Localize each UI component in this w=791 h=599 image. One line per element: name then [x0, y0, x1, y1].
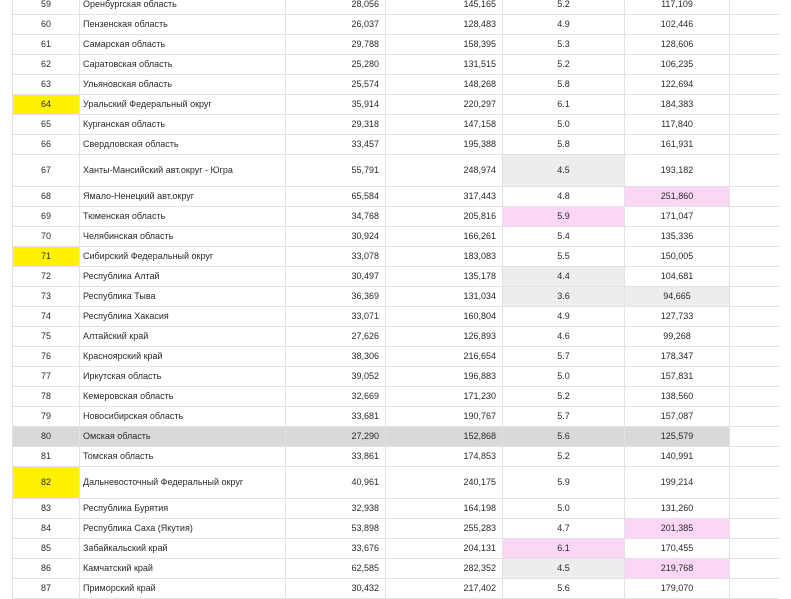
value-cell-4[interactable]: 157,831	[625, 367, 730, 387]
value-cell-1[interactable]: 32,938	[286, 499, 386, 519]
empty-cell[interactable]	[730, 347, 779, 367]
value-cell-2[interactable]: 196,883	[386, 367, 503, 387]
empty-cell[interactable]	[730, 559, 779, 579]
region-name-cell[interactable]: Республика Саха (Якутия)	[80, 519, 286, 539]
value-cell-2[interactable]: 135,178	[386, 267, 503, 287]
row-number-cell[interactable]: 76	[13, 347, 80, 367]
table-row[interactable]	[13, 15, 779, 35]
value-cell-3[interactable]: 4.9	[503, 307, 625, 327]
value-cell-1[interactable]: 38,306	[286, 347, 386, 367]
row-number-cell[interactable]: 65	[13, 115, 80, 135]
value-cell-2[interactable]: 195,388	[386, 135, 503, 155]
empty-cell[interactable]	[730, 247, 779, 267]
value-cell-1[interactable]: 25,280	[286, 55, 386, 75]
region-name-cell[interactable]: Республика Бурятия	[80, 499, 286, 519]
value-cell-2[interactable]: 220,297	[386, 95, 503, 115]
region-name-cell[interactable]: Иркутская область	[80, 367, 286, 387]
value-cell-1[interactable]: 62,585	[286, 559, 386, 579]
value-cell-4[interactable]: 138,560	[625, 387, 730, 407]
empty-cell[interactable]	[730, 539, 779, 559]
table-row[interactable]	[13, 327, 779, 347]
table-row[interactable]	[13, 519, 779, 539]
value-cell-2[interactable]: 255,283	[386, 519, 503, 539]
table-row[interactable]	[13, 267, 779, 287]
table-row[interactable]	[13, 187, 779, 207]
empty-cell[interactable]	[730, 187, 779, 207]
empty-cell[interactable]	[730, 15, 779, 35]
region-name-cell[interactable]: Ульяновская область	[80, 75, 286, 95]
row-number-cell[interactable]: 69	[13, 207, 80, 227]
region-name-cell[interactable]: Пензенская область	[80, 15, 286, 35]
table-row[interactable]	[13, 307, 779, 327]
value-cell-3[interactable]: 5.8	[503, 75, 625, 95]
value-cell-4[interactable]: 128,606	[625, 35, 730, 55]
region-name-cell[interactable]: Оренбургская область	[80, 0, 286, 15]
empty-cell[interactable]	[730, 135, 779, 155]
region-name-cell[interactable]: Томская область	[80, 447, 286, 467]
table-row[interactable]	[13, 287, 779, 307]
value-cell-1[interactable]: 33,861	[286, 447, 386, 467]
value-cell-3[interactable]: 5.0	[503, 115, 625, 135]
value-cell-4[interactable]: 193,182	[625, 155, 730, 187]
value-cell-4[interactable]: 184,383	[625, 95, 730, 115]
value-cell-3[interactable]: 5.8	[503, 135, 625, 155]
table-row[interactable]	[13, 115, 779, 135]
row-number-cell[interactable]: 87	[13, 579, 80, 599]
row-number-cell[interactable]: 79	[13, 407, 80, 427]
value-cell-3[interactable]: 4.6	[503, 327, 625, 347]
row-number-cell-highlighted[interactable]: 82	[13, 467, 80, 499]
table-row[interactable]	[13, 347, 779, 367]
value-cell-4-highlighted[interactable]: 201,385	[625, 519, 730, 539]
region-name-cell[interactable]: Омская область	[80, 427, 286, 447]
region-name-cell[interactable]: Республика Алтай	[80, 267, 286, 287]
row-number-cell-highlighted[interactable]: 71	[13, 247, 80, 267]
table-row[interactable]	[13, 367, 779, 387]
value-cell-3-highlighted[interactable]: 4.4	[503, 267, 625, 287]
region-name-cell[interactable]: Самарская область	[80, 35, 286, 55]
value-cell-2[interactable]: 317,443	[386, 187, 503, 207]
region-name-cell[interactable]: Новосибирская область	[80, 407, 286, 427]
value-cell-1[interactable]: 25,574	[286, 75, 386, 95]
row-number-cell[interactable]: 70	[13, 227, 80, 247]
region-name-cell[interactable]: Кемеровская область	[80, 387, 286, 407]
value-cell-3[interactable]: 5.3	[503, 35, 625, 55]
table-row[interactable]	[13, 227, 779, 247]
value-cell-2[interactable]: 131,034	[386, 287, 503, 307]
value-cell-3[interactable]: 4.9	[503, 15, 625, 35]
row-number-cell[interactable]: 80	[13, 427, 80, 447]
value-cell-3[interactable]: 5.6	[503, 579, 625, 599]
value-cell-4[interactable]: 157,087	[625, 407, 730, 427]
value-cell-1[interactable]: 32,669	[286, 387, 386, 407]
value-cell-4[interactable]: 117,109	[625, 0, 730, 15]
region-name-cell[interactable]: Республика Хакасия	[80, 307, 286, 327]
value-cell-1[interactable]: 39,052	[286, 367, 386, 387]
empty-cell[interactable]	[730, 35, 779, 55]
empty-cell[interactable]	[730, 75, 779, 95]
value-cell-3[interactable]: 5.7	[503, 407, 625, 427]
row-number-cell[interactable]: 59	[13, 0, 80, 15]
value-cell-1[interactable]: 35,914	[286, 95, 386, 115]
empty-cell[interactable]	[730, 579, 779, 599]
value-cell-4[interactable]: 150,005	[625, 247, 730, 267]
table-row[interactable]	[13, 207, 779, 227]
table-row[interactable]	[13, 447, 779, 467]
row-number-cell[interactable]: 75	[13, 327, 80, 347]
region-name-cell[interactable]: Уральский Федеральный округ	[80, 95, 286, 115]
region-name-cell[interactable]: Сибирский Федеральный округ	[80, 247, 286, 267]
empty-cell[interactable]	[730, 407, 779, 427]
empty-cell[interactable]	[730, 115, 779, 135]
region-name-cell[interactable]: Дальневосточный Федеральный округ	[80, 467, 286, 499]
value-cell-4[interactable]: 179,070	[625, 579, 730, 599]
value-cell-1[interactable]: 26,037	[286, 15, 386, 35]
table-row[interactable]	[13, 35, 779, 55]
value-cell-3[interactable]: 5.4	[503, 227, 625, 247]
table-row[interactable]	[13, 387, 779, 407]
value-cell-4[interactable]: 104,681	[625, 267, 730, 287]
value-cell-1[interactable]: 30,497	[286, 267, 386, 287]
value-cell-4[interactable]: 178,347	[625, 347, 730, 367]
value-cell-4-highlighted[interactable]: 251,860	[625, 187, 730, 207]
value-cell-2[interactable]: 190,767	[386, 407, 503, 427]
region-name-cell[interactable]: Камчатский край	[80, 559, 286, 579]
row-number-cell[interactable]: 77	[13, 367, 80, 387]
empty-cell[interactable]	[730, 227, 779, 247]
value-cell-2[interactable]: 147,158	[386, 115, 503, 135]
table-row-selected[interactable]	[13, 427, 779, 447]
row-number-cell[interactable]: 60	[13, 15, 80, 35]
region-name-cell[interactable]: Саратовская область	[80, 55, 286, 75]
region-name-cell[interactable]: Забайкальский край	[80, 539, 286, 559]
value-cell-1[interactable]: 33,676	[286, 539, 386, 559]
value-cell-4[interactable]: 171,047	[625, 207, 730, 227]
value-cell-4[interactable]: 102,446	[625, 15, 730, 35]
empty-cell[interactable]	[730, 427, 779, 447]
table-row[interactable]	[13, 539, 779, 559]
empty-cell[interactable]	[730, 287, 779, 307]
value-cell-3[interactable]: 5.7	[503, 347, 625, 367]
region-name-cell[interactable]: Курганская область	[80, 115, 286, 135]
value-cell-2[interactable]: 158,395	[386, 35, 503, 55]
row-number-cell[interactable]: 63	[13, 75, 80, 95]
row-number-cell[interactable]: 67	[13, 155, 80, 187]
region-name-cell[interactable]: Челябинская область	[80, 227, 286, 247]
value-cell-2[interactable]: 205,816	[386, 207, 503, 227]
value-cell-4[interactable]: 99,268	[625, 327, 730, 347]
table-row[interactable]	[13, 135, 779, 155]
region-name-cell[interactable]: Ханты-Мансийский авт.округ - Югра	[80, 155, 286, 187]
row-number-cell[interactable]: 68	[13, 187, 80, 207]
table-row[interactable]	[13, 155, 779, 187]
region-name-cell[interactable]: Ямало-Ненецкий авт.округ	[80, 187, 286, 207]
value-cell-4[interactable]: 117,840	[625, 115, 730, 135]
region-name-cell[interactable]: Алтайский край	[80, 327, 286, 347]
region-name-cell[interactable]: Республика Тыва	[80, 287, 286, 307]
value-cell-1[interactable]: 33,071	[286, 307, 386, 327]
value-cell-1[interactable]: 33,681	[286, 407, 386, 427]
value-cell-1[interactable]: 34,768	[286, 207, 386, 227]
value-cell-3[interactable]: 6.1	[503, 95, 625, 115]
value-cell-3-highlighted[interactable]: 3.6	[503, 287, 625, 307]
value-cell-4[interactable]: 122,694	[625, 75, 730, 95]
value-cell-1[interactable]: 65,584	[286, 187, 386, 207]
empty-cell[interactable]	[730, 0, 779, 15]
value-cell-4[interactable]: 199,214	[625, 467, 730, 499]
row-number-cell[interactable]: 86	[13, 559, 80, 579]
row-number-cell[interactable]: 72	[13, 267, 80, 287]
empty-cell[interactable]	[730, 327, 779, 347]
value-cell-4[interactable]: 170,455	[625, 539, 730, 559]
region-name-cell[interactable]: Красноярский край	[80, 347, 286, 367]
row-number-cell[interactable]: 81	[13, 447, 80, 467]
region-name-cell[interactable]: Тюменская область	[80, 207, 286, 227]
value-cell-3[interactable]: 5.6	[503, 427, 625, 447]
value-cell-1[interactable]: 30,432	[286, 579, 386, 599]
value-cell-1[interactable]: 28,056	[286, 0, 386, 15]
value-cell-3-highlighted[interactable]: 4.5	[503, 155, 625, 187]
table-row[interactable]	[13, 55, 779, 75]
table-row[interactable]	[13, 467, 779, 499]
value-cell-1[interactable]: 29,318	[286, 115, 386, 135]
row-number-cell[interactable]: 73	[13, 287, 80, 307]
table-row[interactable]	[13, 559, 779, 579]
value-cell-3[interactable]: 5.9	[503, 467, 625, 499]
row-number-cell[interactable]: 61	[13, 35, 80, 55]
empty-cell[interactable]	[730, 499, 779, 519]
empty-cell[interactable]	[730, 207, 779, 227]
empty-cell[interactable]	[730, 447, 779, 467]
value-cell-2[interactable]: 216,654	[386, 347, 503, 367]
value-cell-2[interactable]: 248,974	[386, 155, 503, 187]
row-number-cell[interactable]: 62	[13, 55, 80, 75]
value-cell-2[interactable]: 240,175	[386, 467, 503, 499]
value-cell-4[interactable]: 127,733	[625, 307, 730, 327]
empty-cell[interactable]	[730, 367, 779, 387]
value-cell-1[interactable]: 33,457	[286, 135, 386, 155]
region-name-cell[interactable]: Приморский край	[80, 579, 286, 599]
value-cell-3[interactable]: 5.2	[503, 447, 625, 467]
row-number-cell[interactable]: 74	[13, 307, 80, 327]
value-cell-3[interactable]: 5.5	[503, 247, 625, 267]
empty-cell[interactable]	[730, 387, 779, 407]
value-cell-3[interactable]: 5.2	[503, 0, 625, 15]
value-cell-4[interactable]: 106,235	[625, 55, 730, 75]
value-cell-2[interactable]: 131,515	[386, 55, 503, 75]
empty-cell[interactable]	[730, 467, 779, 499]
value-cell-1[interactable]: 55,791	[286, 155, 386, 187]
value-cell-4[interactable]: 140,991	[625, 447, 730, 467]
value-cell-1[interactable]: 40,961	[286, 467, 386, 499]
table-row[interactable]	[13, 0, 779, 15]
table-row[interactable]	[13, 579, 779, 599]
table-row[interactable]	[13, 95, 779, 115]
value-cell-1[interactable]: 27,626	[286, 327, 386, 347]
empty-cell[interactable]	[730, 307, 779, 327]
value-cell-2[interactable]: 128,483	[386, 15, 503, 35]
row-number-cell-highlighted[interactable]: 64	[13, 95, 80, 115]
value-cell-3[interactable]: 5.0	[503, 367, 625, 387]
value-cell-1[interactable]: 27,290	[286, 427, 386, 447]
value-cell-3-highlighted[interactable]: 4.5	[503, 559, 625, 579]
value-cell-4-highlighted[interactable]: 219,768	[625, 559, 730, 579]
value-cell-2[interactable]: 217,402	[386, 579, 503, 599]
table-row[interactable]	[13, 247, 779, 267]
value-cell-3[interactable]: 5.0	[503, 499, 625, 519]
empty-cell[interactable]	[730, 519, 779, 539]
value-cell-2[interactable]: 282,352	[386, 559, 503, 579]
data-table	[12, 0, 779, 599]
value-cell-3[interactable]: 5.2	[503, 387, 625, 407]
value-cell-3-highlighted[interactable]: 5.9	[503, 207, 625, 227]
value-cell-3-highlighted[interactable]: 6.1	[503, 539, 625, 559]
row-number-cell[interactable]: 84	[13, 519, 80, 539]
value-cell-2[interactable]: 152,868	[386, 427, 503, 447]
value-cell-2[interactable]: 160,804	[386, 307, 503, 327]
value-cell-1[interactable]: 36,369	[286, 287, 386, 307]
value-cell-2[interactable]: 166,261	[386, 227, 503, 247]
table-row[interactable]	[13, 499, 779, 519]
value-cell-2[interactable]: 204,131	[386, 539, 503, 559]
empty-cell[interactable]	[730, 267, 779, 287]
row-number-cell[interactable]: 78	[13, 387, 80, 407]
value-cell-4[interactable]: 161,931	[625, 135, 730, 155]
value-cell-1[interactable]: 33,078	[286, 247, 386, 267]
row-number-cell[interactable]: 66	[13, 135, 80, 155]
table-row[interactable]	[13, 75, 779, 95]
value-cell-4[interactable]: 135,336	[625, 227, 730, 247]
value-cell-2[interactable]: 171,230	[386, 387, 503, 407]
value-cell-2[interactable]: 126,893	[386, 327, 503, 347]
value-cell-2[interactable]: 164,198	[386, 499, 503, 519]
value-cell-1[interactable]: 53,898	[286, 519, 386, 539]
row-number-cell[interactable]: 83	[13, 499, 80, 519]
value-cell-2[interactable]: 145,165	[386, 0, 503, 15]
value-cell-3[interactable]: 4.8	[503, 187, 625, 207]
value-cell-3[interactable]: 4.7	[503, 519, 625, 539]
value-cell-4[interactable]: 131,260	[625, 499, 730, 519]
value-cell-4-highlighted[interactable]: 94,665	[625, 287, 730, 307]
value-cell-4[interactable]: 125,579	[625, 427, 730, 447]
value-cell-2[interactable]: 174,853	[386, 447, 503, 467]
row-number-cell[interactable]: 85	[13, 539, 80, 559]
table-row[interactable]	[13, 407, 779, 427]
empty-cell[interactable]	[730, 155, 779, 187]
empty-cell[interactable]	[730, 95, 779, 115]
value-cell-1[interactable]: 30,924	[286, 227, 386, 247]
empty-cell[interactable]	[730, 55, 779, 75]
value-cell-3[interactable]: 5.2	[503, 55, 625, 75]
value-cell-2[interactable]: 148,268	[386, 75, 503, 95]
value-cell-1[interactable]: 29,788	[286, 35, 386, 55]
value-cell-2[interactable]: 183,083	[386, 247, 503, 267]
region-name-cell[interactable]: Свердловская область	[80, 135, 286, 155]
